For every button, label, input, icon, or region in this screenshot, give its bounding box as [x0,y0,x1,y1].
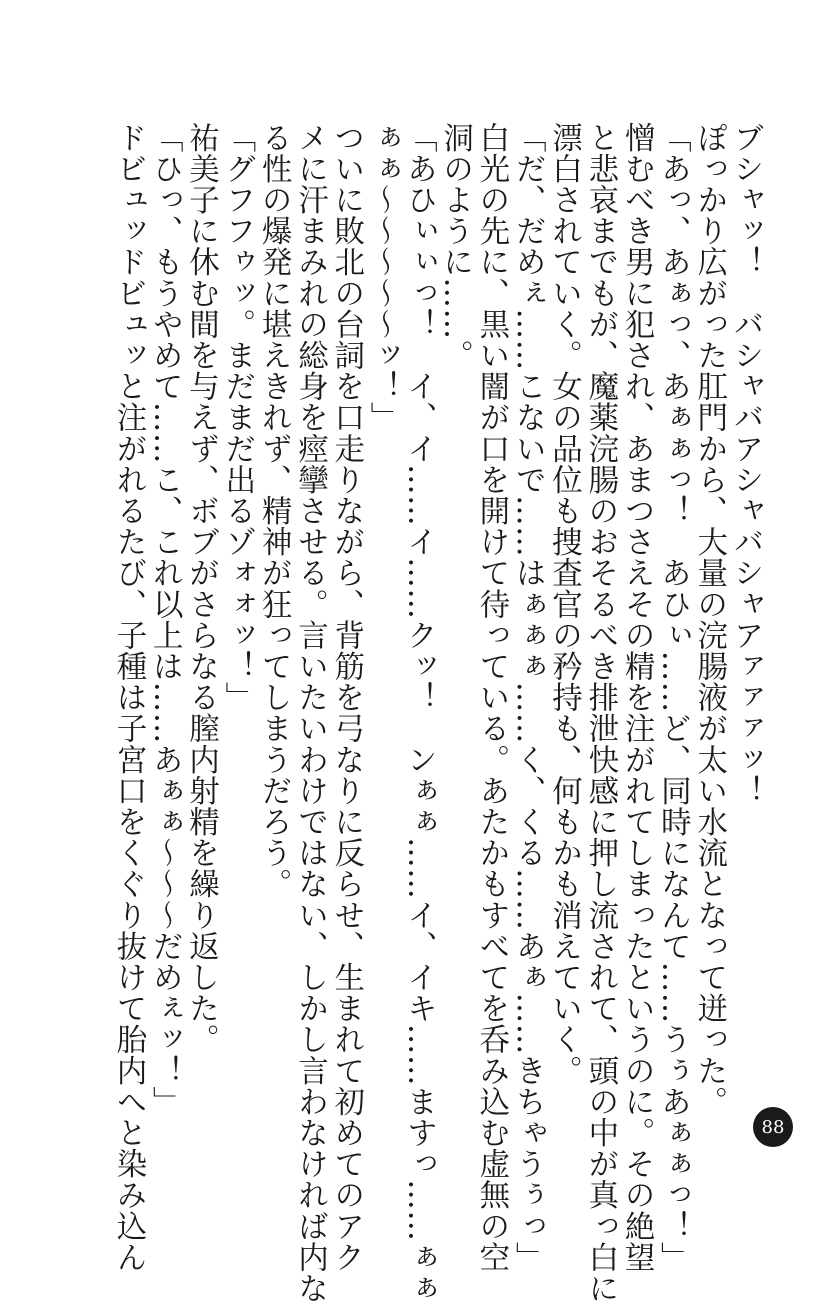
page-number: 88 [753,1107,793,1147]
text-line: 憎むべき男に犯され、あまつさえその精を注がれてしまったというのに。その絶望 [619,122,655,1273]
text-line: 「あひぃぃっ！ イ、イ……イ……クッ！ ンぁぁ……イ、イキ……ますっ……ぁぁ [401,122,437,1304]
text-line: メに汗まみれの総身を痙攣させる。言いたいわけではない、しかし言わなければ内な [292,122,328,1304]
text-line: る性の爆発に堪えきれず、精神が狂ってしまうだろう。 [256,122,292,900]
text-line: と悲哀までもが、魔薬浣腸のおそるべき排泄快感に押し流されて、頭の中が真っ白に [582,122,618,1304]
text-line: 洞のように……。 [437,122,473,371]
text-line: 「だ、だめぇ……こないで……はぁぁぁ……く、くる……あぁ……きちゃうぅっ」 [510,122,546,1273]
text-line: ぁぁ～～～～～ッ！」 [365,122,401,433]
text-line: 祐美子に休む間を与えず、ボブがさらなる膣内射精を繰り返した。 [183,122,219,1055]
text-line: 「グフフゥッ。まだまだ出るゾォォッ！」 [219,122,255,713]
text-line: ぽっかり広がった肛門から、大量の浣腸液が太い水流となって迸った。 [691,122,727,1118]
text-line: ドビュッドビュッと注がれるたび、子種は子宮口をくぐり抜けて胎内へと染み込ん [110,122,146,1273]
text-line: 「あっ、あぁっ、あぁぁっ！ あひぃ……ど、同時になんて……うぅあぁぁっ！」 [655,122,691,1273]
text-line: ブシャッ！ バシャバアシャバシャアァァァッ！ [728,122,763,807]
text-line: 漂白されていく。女の品位も捜査官の矜持も、何もかも消えていく。 [546,122,582,1087]
text-line: 白光の先に、黒い闇が口を開けて待っている。あたかもすべてを呑み込む虚無の空 [473,122,509,1273]
text-line: 「ひっ、もうやめて……こ、これ以上は……あぁぁ～～～だめぇッ！」 [147,122,183,1118]
body-text [110,122,763,1304]
text-line: ついに敗北の台詞を口走りながら、背筋を弓なりに反らせ、生まれて初めてのアク [328,122,364,1273]
